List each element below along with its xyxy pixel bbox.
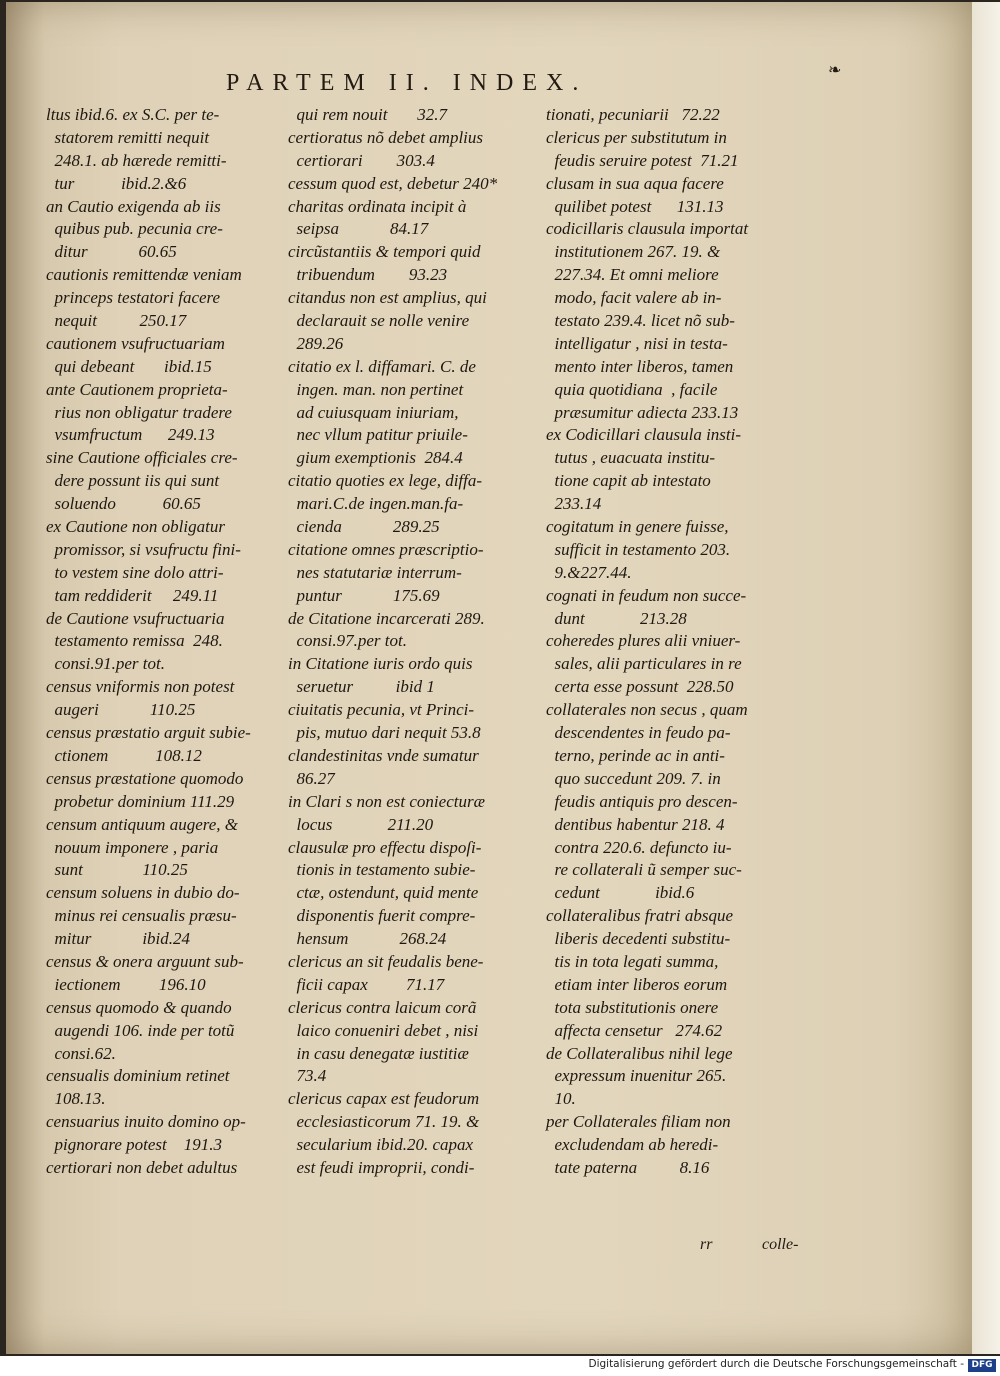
index-line: secularium ibid.20. capax <box>288 1135 474 1155</box>
index-line: certiorari non debet adultus <box>46 1157 238 1177</box>
signature-mark: rr <box>700 1236 713 1253</box>
index-line: declarauit se nolle venire <box>288 311 470 331</box>
ornament-icon: ❧ <box>828 60 842 79</box>
index-line: 233.14 <box>546 494 602 514</box>
index-line: etiam inter liberos eorum <box>546 974 728 994</box>
index-line: quia quotidiana , facile <box>546 379 718 399</box>
index-line: liberis decedenti substitu- <box>546 929 731 949</box>
index-line: ctionem 108.12 <box>46 745 202 765</box>
index-line: excludendam ab heredi- <box>546 1135 719 1155</box>
index-line: 227.34. Et omni meliore <box>546 265 719 285</box>
index-line: augeri 110.25 <box>46 700 196 720</box>
index-line: tribuendum 93.23 <box>288 265 448 285</box>
index-line: censum antiquum augere, & <box>46 814 239 834</box>
index-line: consi.91.per tot. <box>46 654 165 674</box>
index-line: ciuitatis pecunia, vt Princi- <box>288 700 475 720</box>
catchword: colle- <box>762 1236 799 1253</box>
index-line: clericus capax est feudorum <box>288 1089 480 1109</box>
index-line: clandestinitas vnde sumatur <box>288 745 479 765</box>
index-line: statorem remitti nequit <box>46 127 210 147</box>
index-line: seruetur ibid 1 <box>288 677 435 697</box>
index-line: 248.1. ab hærede remitti- <box>46 150 227 170</box>
index-line: 73.4 <box>288 1066 327 1086</box>
index-line: consi.97.per tot. <box>288 631 407 651</box>
index-line: certa esse possunt 228.50 <box>546 677 734 697</box>
index-line: coheredes plures alii vniuer- <box>546 631 741 651</box>
index-line: tur ibid.2.&6 <box>46 173 187 193</box>
index-line: testato 239.4. licet nõ sub- <box>546 311 735 331</box>
index-line: expressum inuenitur 265. <box>546 1066 727 1086</box>
index-line: in Citatione iuris ordo quis <box>288 654 473 674</box>
index-line: iectionem 196.10 <box>46 974 206 994</box>
index-line: citatio ex l. diffamari. C. de <box>288 356 476 376</box>
index-line: 289.26 <box>288 333 344 353</box>
index-line: clericus contra laicum corã <box>288 997 477 1017</box>
index-line: tam reddiderit 249.11 <box>46 585 219 605</box>
index-line: mari.C.de ingen.man.fa- <box>288 494 464 514</box>
index-line: cautionis remittendæ veniam <box>46 265 242 285</box>
digitization-credit: Digitalisierung gefördert durch die Deutsche Forschungsgemeinschaft - <box>588 1358 964 1370</box>
index-line: census quomodo & quando <box>46 997 232 1017</box>
index-line: citatio quoties ex lege, diffa- <box>288 471 483 491</box>
index-line: minus rei censualis præsu- <box>46 906 237 926</box>
index-line: laico conueniri debet , nisi <box>288 1020 479 1040</box>
index-line: sunt 110.25 <box>46 860 188 880</box>
index-line: hensum 268.24 <box>288 929 447 949</box>
index-line: dere possunt iis qui sunt <box>46 471 220 491</box>
index-line: de Collateralibus nihil lege <box>546 1043 733 1063</box>
index-line: citatione omnes præscriptio- <box>288 539 484 559</box>
index-line: citandus non est amplius, qui <box>288 288 487 308</box>
index-line: feudis seruire potest 71.21 <box>546 150 739 170</box>
index-line: clericus an sit feudalis bene- <box>288 951 484 971</box>
index-line: per Collaterales filiam non <box>546 1112 731 1132</box>
index-line: ad cuiusquam iniuriam, <box>288 402 459 422</box>
index-line: ex Cautione non obligatur <box>46 517 225 537</box>
index-line: tionati, pecuniarii 72.22 <box>546 105 720 124</box>
index-line: affecta censetur 274.62 <box>546 1020 723 1040</box>
index-line: 10. <box>546 1089 576 1109</box>
index-line: cogitatum in genere fuisse, <box>546 517 729 537</box>
index-line: mitur ibid.24 <box>46 929 191 949</box>
index-line: augendi 106. inde per totũ <box>46 1020 235 1040</box>
index-line: terno, perinde ac in anti- <box>546 745 725 765</box>
index-column-1 <box>46 104 298 1180</box>
index-column-2 <box>288 104 544 1180</box>
index-line: disponentis fuerit compre- <box>288 906 476 926</box>
index-line: censuarius inuito domino op- <box>46 1112 246 1132</box>
index-line: censualis dominium retinet <box>46 1066 230 1086</box>
index-line: rius non obligatur tradere <box>46 402 232 422</box>
index-line: modo, facit valere ab in- <box>546 288 722 308</box>
index-line: vsumfructum 249.13 <box>46 425 215 445</box>
index-line: tate paterna 8.16 <box>546 1157 710 1177</box>
index-line: an Cautio exigenda ab iis <box>46 196 221 216</box>
index-line: to vestem sine dolo attri- <box>46 562 224 582</box>
index-line: tionis in testamento subie- <box>288 860 476 880</box>
index-line: mento inter liberos, tamen <box>546 356 734 376</box>
index-line: clusam in sua aqua facere <box>546 173 724 193</box>
index-line: 9.&227.44. <box>546 562 632 582</box>
index-line: certiorari 303.4 <box>288 150 435 170</box>
running-title: PARTEM II. INDEX. <box>226 70 588 96</box>
page-edge <box>972 2 1000 1354</box>
index-line: ltus ibid.6. ex S.C. per te- <box>46 105 220 124</box>
index-line: cienda 289.25 <box>288 517 440 537</box>
index-line: contra 220.6. defuncto iu- <box>546 837 732 857</box>
index-line: re collaterali ũ semper suc- <box>546 860 742 880</box>
index-line: soluendo 60.65 <box>46 494 201 514</box>
index-line: de Citatione incarcerati 289. <box>288 608 485 628</box>
index-line: in Clari s non est coniecturæ <box>288 791 485 811</box>
index-line: census vniformis non potest <box>46 677 235 697</box>
index-line: census & onera arguunt sub- <box>46 951 244 971</box>
index-line: princeps testatori facere <box>46 288 221 308</box>
index-line: sales, alii particulares in re <box>546 654 742 674</box>
index-line: censum soluens in dubio do- <box>46 883 240 903</box>
index-line: dunt 213.28 <box>546 608 687 628</box>
index-line: ex Codicillari clausula insti- <box>546 425 742 445</box>
index-line: gium exemptionis 284.4 <box>288 448 463 468</box>
index-line: est feudi improprii, condi- <box>288 1157 475 1177</box>
index-line: sufficit in testamento 203. <box>546 539 731 559</box>
index-line: nouum imponere , paria <box>46 837 219 857</box>
index-line: collateralibus fratri absque <box>546 906 733 926</box>
index-line: ecclesiasticorum 71. 19. & <box>288 1112 480 1132</box>
index-line: puntur 175.69 <box>288 585 440 605</box>
index-line: ditur 60.65 <box>46 242 177 262</box>
index-line: ante Cautionem proprieta- <box>46 379 228 399</box>
index-line: seipsa 84.17 <box>288 219 429 239</box>
index-line: tis in tota legati summa, <box>546 951 719 971</box>
index-line: institutionem 267. 19. & <box>546 242 721 262</box>
index-line: nequit 250.17 <box>46 311 187 331</box>
index-line: dentibus habentur 218. 4 <box>546 814 725 834</box>
index-line: census præstatio arguit subie- <box>46 723 251 743</box>
index-line: tota substitutionis onere <box>546 997 719 1017</box>
index-line: ficii capax 71.17 <box>288 974 445 994</box>
index-line: quibus pub. pecunia cre- <box>46 219 223 239</box>
index-line: collaterales non secus , quam <box>546 700 748 720</box>
index-line: cessum quod est, debetur 240* <box>288 173 498 193</box>
index-line: 108.13. <box>46 1089 106 1109</box>
index-line: testamento remissa 248. <box>46 631 223 651</box>
index-line: sine Cautione officiales cre- <box>46 448 238 468</box>
index-line: ctæ, ostendunt, quid mente <box>288 883 479 903</box>
index-line: pis, mutuo dari nequit 53.8 <box>288 723 481 743</box>
index-line: descendentes in feudo pa- <box>546 723 731 743</box>
index-line: quilibet potest 131.13 <box>546 196 724 216</box>
index-line: cautionem vsufructuariam <box>46 333 225 353</box>
index-line: certioratus nõ debet amplius <box>288 127 484 147</box>
dfg-logo: DFG <box>968 1359 996 1372</box>
index-line: tione capit ab intestato <box>546 471 711 491</box>
index-line: consi.62. <box>46 1043 116 1063</box>
index-line: feudis antiquis pro descen- <box>546 791 738 811</box>
index-line: qui rem nouit 32.7 <box>288 105 447 124</box>
index-line: nes statutariæ interrum- <box>288 562 462 582</box>
index-line: præsumitur adiecta 233.13 <box>546 402 739 422</box>
index-line: locus 211.20 <box>288 814 434 834</box>
index-line: census præstatione quomodo <box>46 768 244 788</box>
index-line: clericus per substitutum in <box>546 127 727 147</box>
index-line: cognati in feudum non succe- <box>546 585 747 605</box>
index-line: intelligatur , nisi in testa- <box>546 333 728 353</box>
index-line: ingen. man. non pertinet <box>288 379 464 399</box>
index-line: in casu denegatæ iustitiæ <box>288 1043 469 1063</box>
index-line: probetur dominium 111.29 <box>46 791 235 811</box>
index-line: charitas ordinata incipit à <box>288 196 467 216</box>
index-line: 86.27 <box>288 768 335 788</box>
index-column-3 <box>546 104 802 1180</box>
index-line: clausulæ pro effectu dispoſi- <box>288 837 482 857</box>
index-line: tutus , euacuata institu- <box>546 448 716 468</box>
index-line: nec vllum patitur priuile- <box>288 425 468 445</box>
index-line: cedunt ibid.6 <box>546 883 695 903</box>
index-line: promissor, si vsufructu fini- <box>46 539 241 559</box>
index-line: de Cautione vsufructuaria <box>46 608 225 628</box>
index-line: circũstantiis & tempori quid <box>288 242 481 262</box>
index-line: quo succedunt 209. 7. in <box>546 768 721 788</box>
index-line: pignorare potest 191.3 <box>46 1135 222 1155</box>
index-line: qui debeant ibid.15 <box>46 356 212 376</box>
index-line: codicillaris clausula importat <box>546 219 749 239</box>
